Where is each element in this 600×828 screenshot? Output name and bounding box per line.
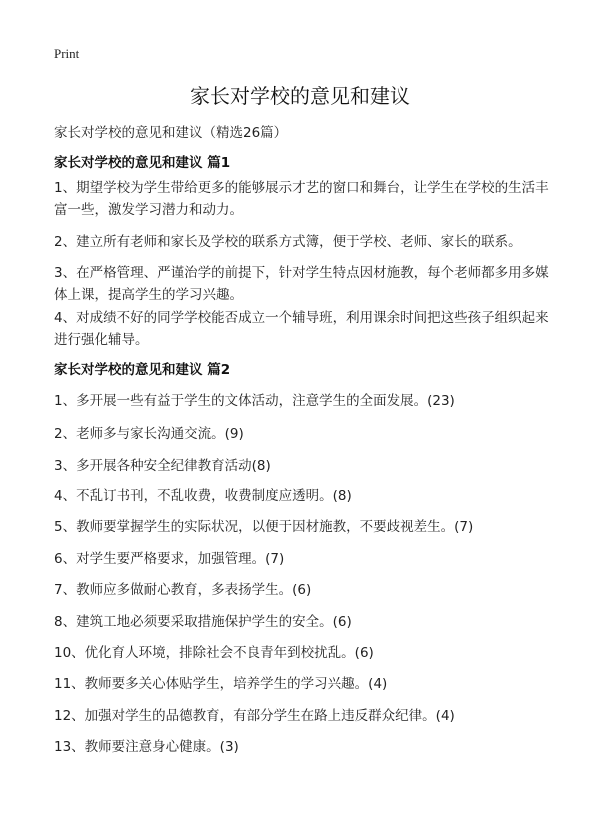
- list-item: 11、教师要多关心体贴学生，培养学生的学习兴趣。(4): [54, 676, 388, 692]
- list-item: 5、教师要掌握学生的实际状况，以便于因材施教，不要歧视差生。(7): [54, 519, 474, 535]
- list-item: 2、建立所有老师和家长及学校的联系方式簿，便于学校、老师、家长的联系。: [54, 234, 522, 250]
- list-item: 4、不乱订书刊，不乱收费，收费制度应透明。(8): [54, 488, 352, 504]
- list-item: 13、教师要注意身心健康。(3): [54, 739, 239, 755]
- list-item: 7、教师应多做耐心教育，多表扬学生。(6): [54, 582, 312, 598]
- list-item: 3、在严格管理、严谨治学的前提下，针对学生特点因材施教，每个老师都多用多媒体上课，提高学生的学习兴趣。: [54, 265, 549, 303]
- list-item: 12、加强对学生的品德教育，有部分学生在路上违反群众纪律。(4): [54, 708, 455, 724]
- list-item: 4、对成绩不好的同学学校能否成立一个辅导班，利用课余时间把这些孩子组织起来进行强化辅导。: [54, 310, 549, 348]
- list-item: 3、多开展各种安全纪律教育活动(8): [54, 458, 271, 474]
- list-item: 6、对学生要严格要求，加强管理。(7): [54, 551, 285, 567]
- list-item: 1、期望学校为学生带给更多的能够展示才艺的窗口和舞台，让学生在学校的生活丰富一些，激发学习潜力和动力。: [54, 180, 549, 218]
- list-item: 8、建筑工地必须要采取措施保护学生的安全。(6): [54, 614, 352, 630]
- section-heading-1: 家长对学校的意见和建议 篇1: [54, 155, 231, 171]
- section-heading-2: 家长对学校的意见和建议 篇2: [54, 362, 231, 378]
- document-subtitle: 家长对学校的意见和建议（精选26篇）: [54, 125, 288, 141]
- list-item: 10、优化育人环境，排除社会不良青年到校扰乱。(6): [54, 645, 374, 661]
- document-title: 家长对学校的意见和建议: [190, 84, 410, 108]
- list-item: 2、老师多与家长沟通交流。(9): [54, 426, 244, 442]
- print-label: Print: [54, 46, 80, 61]
- list-item: 1、多开展一些有益于学生的文体活动，注意学生的全面发展。(23): [54, 393, 455, 409]
